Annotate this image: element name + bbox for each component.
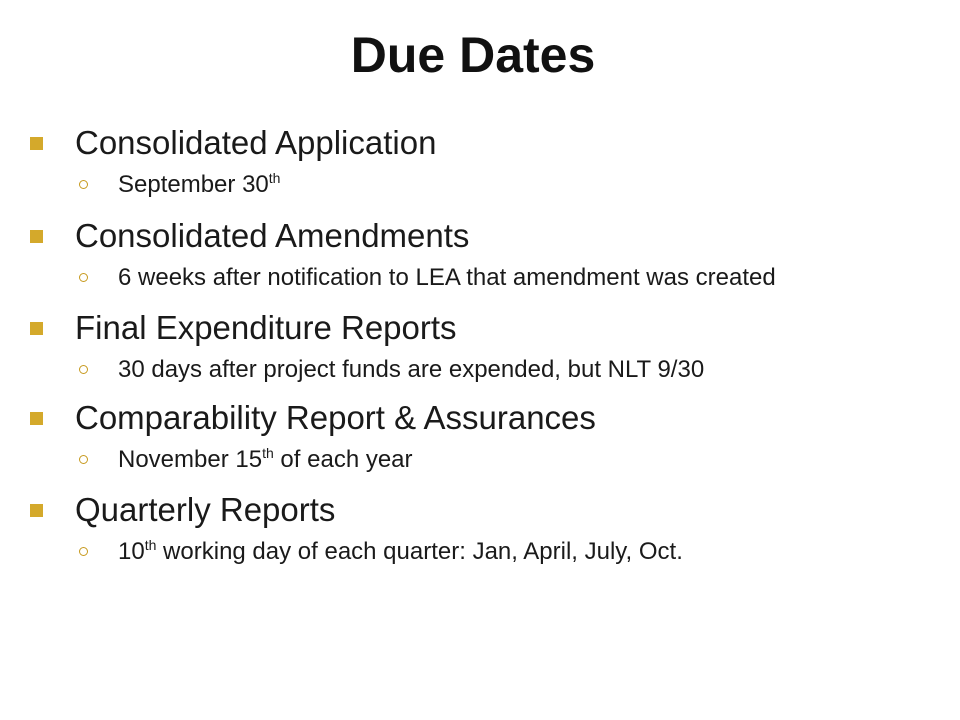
- bullet-label: Consolidated Application: [75, 124, 437, 161]
- slide-title: Due Dates: [350, 27, 596, 83]
- sub-text: 30 days after project funds are expended, but NLT 9/30: [118, 356, 705, 383]
- ring-bullet-icon: [79, 180, 88, 189]
- bullet-label: Consolidated Amendments: [75, 217, 470, 254]
- ring-bullet-icon: [79, 547, 88, 556]
- bullet-level1: [30, 307, 930, 349]
- bullet-level2: [30, 168, 930, 202]
- sub-text-post: working day of each quarter: Jan, April, July, Oct.: [156, 538, 683, 565]
- bullet-level1: [30, 489, 930, 531]
- sub-text-post: of each year: [273, 446, 413, 473]
- bullet-level2: [30, 353, 930, 387]
- square-bullet-icon: [30, 230, 43, 243]
- list-item-quarterly-reports: [30, 489, 930, 569]
- bullet-level1: [30, 397, 930, 439]
- ring-bullet-icon: [79, 365, 88, 374]
- list-item-consolidated-application: [30, 122, 930, 202]
- bullet-label: Final Expenditure Reports: [75, 309, 457, 346]
- square-bullet-icon: [30, 137, 43, 150]
- bullet-label: Quarterly Reports: [75, 491, 336, 528]
- bullet-level1: [30, 215, 930, 257]
- bullet-level2: [30, 443, 930, 477]
- bullet-label: Comparability Report & Assurances: [75, 399, 596, 436]
- sub-text: 6 weeks after notification to LEA that amendment was created: [118, 264, 776, 291]
- sub-text: 10: [118, 538, 145, 565]
- sub-superscript: th: [262, 445, 274, 461]
- sub-superscript: th: [144, 537, 157, 553]
- bullet-level1: [30, 122, 930, 164]
- ring-bullet-icon: [79, 455, 88, 464]
- sub-superscript: th: [268, 170, 281, 186]
- bullet-level2: [30, 535, 930, 569]
- list-item-comparability-report: [30, 397, 930, 477]
- sub-text: November 15: [118, 446, 263, 473]
- ring-bullet-icon: [79, 273, 88, 282]
- list-item-consolidated-amendments: [30, 215, 930, 295]
- sub-text: September 30: [118, 171, 269, 198]
- list-item-final-expenditure-reports: [30, 307, 930, 387]
- square-bullet-icon: [30, 504, 43, 517]
- square-bullet-icon: [30, 322, 43, 335]
- bullet-level2: [30, 261, 858, 295]
- square-bullet-icon: [30, 412, 43, 425]
- bullet-list: [30, 122, 930, 569]
